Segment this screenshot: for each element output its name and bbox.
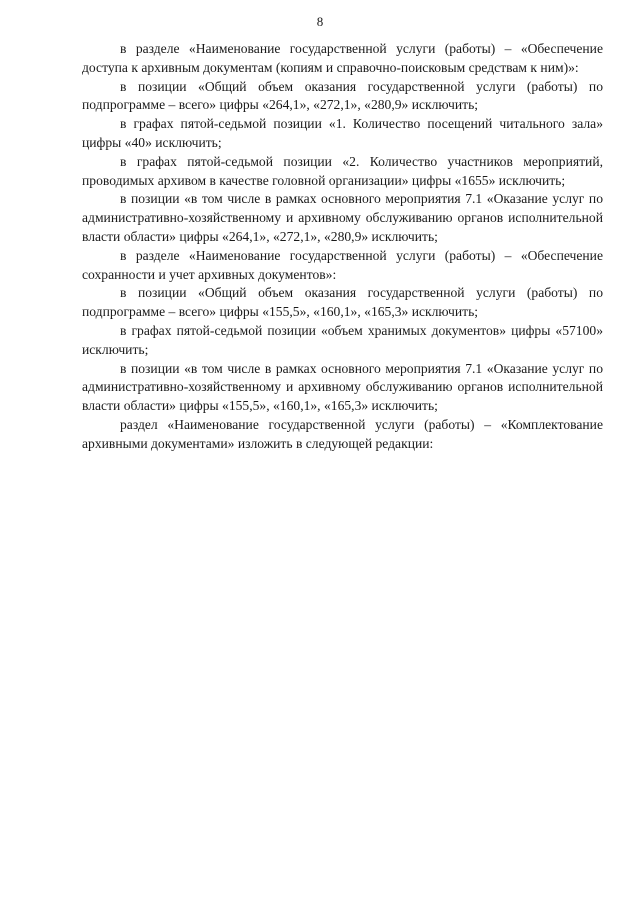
paragraph-preservation-total-volume: в позиции «Общий объем оказания государственной услуги (работы) по подпрограмме – всего» цифры «155,5», «160,1», «165,3» исключить; xyxy=(82,285,603,320)
paragraph-section-access-heading: в разделе «Наименование государственной услуги (работы) – «Обеспечение доступа к архивным документам (копиям и справочно-поисковым средствам к ним)»: xyxy=(82,41,603,75)
paragraph-preservation-main-measure: в позиции «в том числе в рамках основного мероприятия 7.1 «Оказание услуг по административно-хозяйственному и архивному обслуживанию органов исполнительной власти области» цифры «155,5», «160,1», «165,3» исключить; xyxy=(82,360,603,414)
paragraph-preservation-stored-docs: в графах пятой-седьмой позиции «объем хранимых документов» цифры «57100» исключить; xyxy=(82,322,603,357)
paragraph-section-acquisition: раздел «Наименование государственной услуги (работы) – «Комплектование архивными документами» изложить в следующей редакции: xyxy=(82,416,603,451)
paragraph-access-total-volume: в позиции «Общий объем оказания государственной услуги (работы) по подпрограмме – всего» цифры «264,1», «272,1», «280,9» исключить; xyxy=(82,78,603,113)
page-number: 8 xyxy=(316,14,324,29)
paragraph-section-preservation-heading: в разделе «Наименование государственной услуги (работы) – «Обеспечение сохранности и учет архивных документов»: xyxy=(82,247,603,282)
document-body xyxy=(82,40,603,454)
paragraph-access-participants: в графах пятой-седьмой позиции «2. Количество участников мероприятий, проводимых архивом в качестве головной организации» цифры «1655» исключить; xyxy=(82,153,603,188)
paragraph-access-reading-room: в графах пятой-седьмой позиции «1. Количество посещений читального зала» цифры «40» исключить; xyxy=(82,116,603,150)
paragraph-access-main-measure: в позиции «в том числе в рамках основного мероприятия 7.1 «Оказание услуг по административно-хозяйственному и архивному обслуживанию органов исполнительной власти области» цифры «264,1», «272,1», «280,9» исключить; xyxy=(82,191,603,244)
